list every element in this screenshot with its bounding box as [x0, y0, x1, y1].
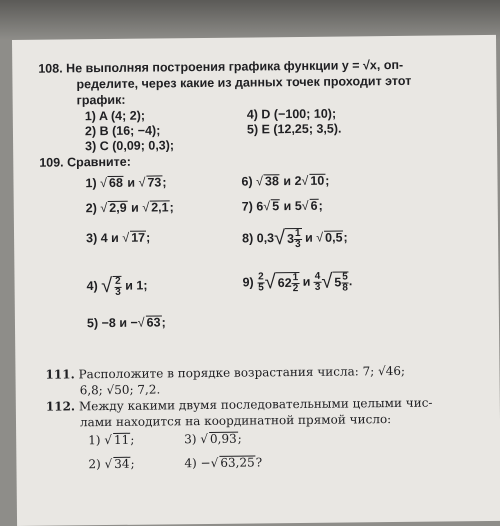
- item-number: 9): [242, 275, 254, 290]
- compare-8: 8) 0,3√ 3 $\frac{1}{3}$ и √ 0,5;: [242, 227, 348, 250]
- compare-6: 6) √ 38 и 2√ 10;: [241, 173, 330, 189]
- item-number: 2): [85, 201, 97, 216]
- problem-112: [46, 396, 433, 414]
- item-number: 1): [85, 176, 97, 191]
- whole-part: 62: [277, 275, 292, 290]
- radicand: 73: [147, 175, 162, 190]
- radicand: 38: [264, 174, 279, 189]
- coef-numerator: 2: [258, 271, 264, 283]
- compare-1: 1) √ 68 и √ 73;: [85, 175, 167, 191]
- locate-2: 2) √ 34;: [88, 456, 135, 472]
- compare-2: 2) √ 2,9 и √ 2,1;: [85, 200, 174, 216]
- coefficient: 0,3: [256, 231, 275, 246]
- point-c: 3) C (0,09; 0,3);: [85, 138, 175, 154]
- punct: ;: [325, 173, 330, 188]
- radicand: 10: [310, 173, 325, 188]
- item-number: 1): [88, 433, 101, 448]
- problem-number: 111.: [45, 367, 75, 382]
- item-number: 8): [242, 231, 254, 246]
- radicand: 6: [310, 198, 318, 213]
- point-b: 2) B (16; −4);: [84, 123, 161, 139]
- point-d: 4) D (−100; 10);: [246, 106, 337, 122]
- radicand: 11: [113, 432, 130, 447]
- coefficient: 6: [256, 199, 264, 214]
- problem-title: Сравните:: [67, 154, 131, 170]
- punct: ;: [343, 230, 348, 245]
- radicand: 2,1: [151, 200, 169, 215]
- problem-109: [39, 155, 131, 170]
- fraction-denominator: 3: [115, 286, 121, 298]
- whole-part: 3: [287, 231, 295, 246]
- point-e: 5) E (12,25; 3,5).: [246, 121, 342, 137]
- problem-108-line2: ределите, через какие из данных точек проходит этот: [76, 73, 412, 92]
- problem-108-line3: график:: [76, 92, 126, 108]
- compare-4: 4) √ $\frac{2}{3}$ и 1;: [86, 274, 148, 298]
- point-a: 1) A (4; 2);: [84, 108, 146, 124]
- problem-number: 108.: [38, 61, 63, 76]
- item-number: 4): [184, 456, 197, 471]
- and-word: и: [304, 230, 313, 245]
- radicand: 68: [108, 175, 123, 190]
- problem-text: Расположите в порядке возрастания числа: 7; √46;: [78, 363, 406, 382]
- item-number: 7): [241, 199, 253, 214]
- locate-1: 1) √ 11;: [88, 432, 135, 448]
- fraction-numerator: 5: [342, 270, 348, 283]
- item-number: 4): [86, 278, 98, 294]
- problem-number: 112.: [45, 399, 76, 414]
- minus-sign: −: [200, 455, 211, 471]
- punct: ;: [146, 230, 151, 245]
- and-word: и: [111, 230, 119, 245]
- punct: ;: [237, 431, 242, 446]
- and-word: и 2: [283, 173, 302, 189]
- item-number: 3): [86, 231, 98, 246]
- item-number: 3): [184, 432, 197, 447]
- problem-number: 109.: [39, 155, 64, 170]
- compare-3: 3) 4 и √ 17;: [86, 230, 151, 246]
- and-word: и: [302, 274, 311, 289]
- item-number: 2): [88, 457, 101, 472]
- value-text: −8 и −: [101, 315, 138, 331]
- whole-part: 5: [334, 274, 342, 289]
- punct: ;: [143, 278, 148, 293]
- and-word: и: [127, 175, 136, 190]
- radicand: 17: [131, 230, 146, 245]
- problem-111-line2: 6,8; √50; 7,2.: [79, 382, 161, 398]
- radicand: 0,5: [325, 230, 343, 245]
- problem-text: Между какими двумя последовательными целыми чис-: [78, 395, 433, 414]
- compare-5: 5) −8 и −√ 63;: [86, 315, 166, 331]
- radicand: 34: [114, 456, 130, 471]
- locate-4: 4) −√ 63,25?: [184, 455, 263, 471]
- punct: ;: [318, 198, 323, 213]
- punct: ;: [169, 200, 174, 215]
- fraction-denominator: 2: [292, 282, 299, 294]
- compare-9: 9) $\frac{2}{5}$ √ 62 $\frac{1}{2}$ и $\frac{4}{3}$ √ 5 $\frac{5}{8}$ .: [242, 270, 353, 294]
- locate-3: 3) √ 0,93;: [184, 431, 242, 447]
- value: 4: [100, 231, 108, 246]
- value: 1: [136, 278, 144, 293]
- item-number: 6): [241, 174, 253, 189]
- and-word: и 5: [283, 198, 302, 214]
- and-word: и: [131, 200, 139, 215]
- and-word: и: [125, 278, 133, 293]
- punct: ;: [130, 456, 135, 471]
- background-shadow: [0, 0, 500, 40]
- punct: ;: [162, 175, 167, 190]
- punct: ?: [255, 455, 263, 470]
- problem-text: Не выполняя построения графика функции y = √x, оп-: [66, 57, 404, 76]
- fraction-denominator: 8: [342, 281, 349, 294]
- coef-denominator: 3: [314, 281, 321, 293]
- problem-108: [38, 58, 403, 76]
- radicand: 63,25: [220, 455, 255, 470]
- coef-denominator: 5: [258, 282, 264, 294]
- fraction-numerator: 1: [294, 227, 301, 239]
- radicand: 0,93: [209, 431, 237, 446]
- radicand: 63: [146, 315, 161, 330]
- textbook-page: [12, 35, 500, 526]
- punct: ;: [130, 432, 135, 447]
- fraction-numerator: 2: [115, 275, 121, 287]
- punct: .: [348, 274, 353, 289]
- problem-112-line2: лами находится на координатной прямой число:: [79, 412, 392, 430]
- punct: ;: [161, 315, 166, 330]
- radicand: 2,9: [109, 200, 127, 215]
- fraction-numerator: 1: [292, 271, 299, 283]
- problem-111: [45, 364, 405, 382]
- radicand: 5: [272, 199, 280, 214]
- compare-7: 7) 6√ 5 и 5√ 6;: [241, 198, 323, 214]
- item-number: 5): [86, 316, 99, 331]
- coef-numerator: 4: [314, 270, 321, 282]
- fraction-denominator: 3: [295, 238, 301, 250]
